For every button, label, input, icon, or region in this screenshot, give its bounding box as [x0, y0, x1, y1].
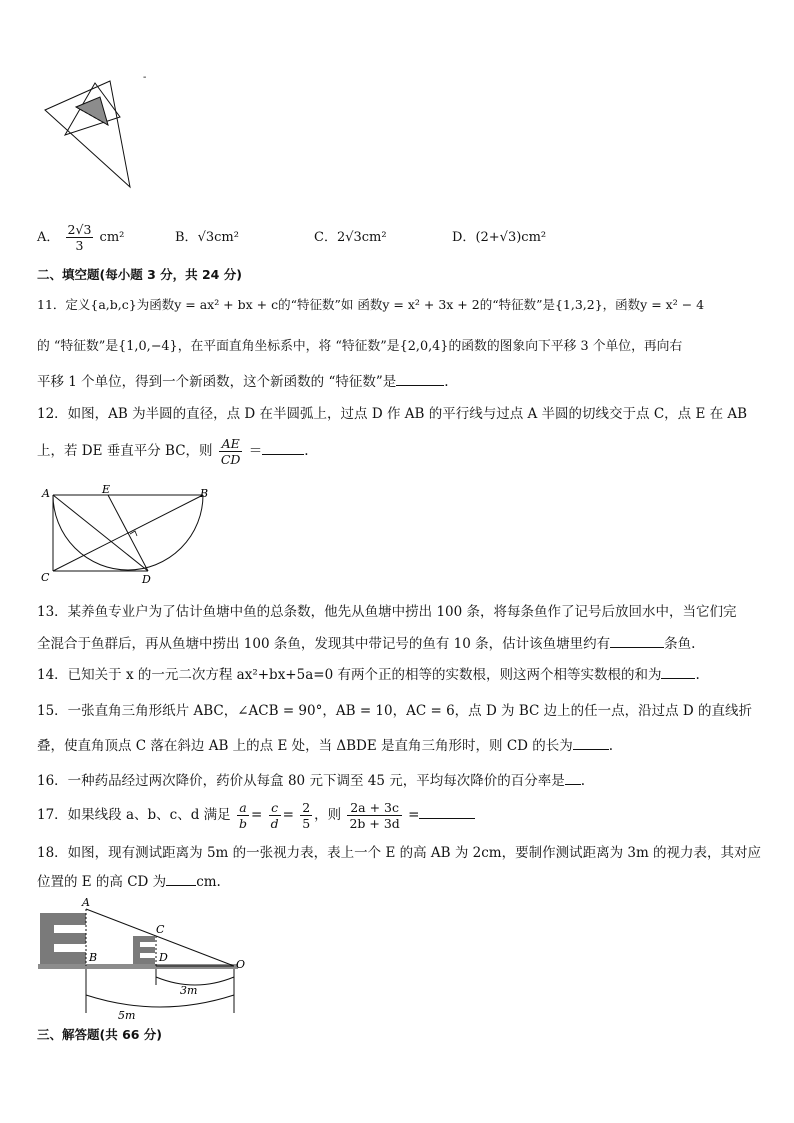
q17: 17．如果线段 a、b、c、d 满足 $\frac{a}{b}$ = $\frac{c}{d}$ = $\frac{2}{5}$ ，则 $\frac{2a + 3c}{2b + 3d}$ =	[37, 800, 475, 831]
q11-line3: 平移 1 个单位，得到一个新函数，这个新函数的 “特征数”是 .	[37, 374, 449, 390]
label-e: E	[102, 483, 111, 496]
eye-chart-figure	[38, 895, 258, 1025]
q15-line1: 15．一张直角三角形纸片 ABC，∠ACB = 90°，AB = 10，AC = 6，点 D 为 BC 边上的任一点，沿过点 D 的直线折	[37, 703, 753, 719]
fig18-label-d: D	[159, 951, 168, 964]
q13-line2: 全混合于鱼群后，再从鱼塘中捞出 100 条鱼，发现其中带记号的鱼有 10 条，估计该鱼塘里约有 条鱼.	[37, 636, 696, 652]
label-b: B	[200, 487, 209, 500]
q12-line2: 上，若 DE 垂直平分 BC，则 $\frac{AE}{CD}$ ＝ .	[37, 436, 309, 467]
option-b: B．√3cm²	[175, 230, 239, 245]
q12-line1: 12．如图，AB 为半圆的直径，点 D 在半圆弧上，过点 D 作 AB 的平行线与过点 A 半圆的切线交于点 C，点 E 在 AB	[37, 406, 748, 422]
fig18-label-b: B	[89, 951, 98, 964]
fig18-label-5m: 5m	[118, 1009, 136, 1022]
option-d: D．(2+√3)cm²	[452, 230, 547, 245]
fig18-label-c: C	[156, 923, 165, 936]
q16: 16．一种药品经过两次降价，药价从每盒 80 元下调至 45 元，平均每次降价的百分率是 .	[37, 773, 585, 789]
q15-line2: 叠，使直角顶点 C 落在斜边 AB 上的点 E 处，当 ΔBDE 是直角三角形时，则 CD 的长为 .	[37, 738, 614, 754]
small-e-icon	[133, 936, 155, 964]
option-a: A． $\frac{2√3}{3}$ cm²	[37, 222, 125, 253]
fig18-label-3m: 3m	[180, 984, 198, 997]
fig18-label-o: O	[236, 958, 246, 971]
q11-line2: 的 “特征数”是{1,0,−4}，在平面直角坐标系中，将 “特征数”是{2,0,4}的函数的图象向下平移 3 个单位，再向右	[37, 339, 683, 354]
label-c: C	[41, 571, 50, 584]
label-a: A	[42, 487, 50, 500]
q18-line2: 位置的 E 的高 CD 为 cm.	[37, 874, 221, 890]
top-mark: -	[143, 72, 147, 83]
option-c: C．2√3cm²	[314, 230, 387, 245]
section-3-header: 三、解答题(共 66 分)	[37, 1027, 163, 1042]
fig18-label-a: A	[82, 896, 90, 909]
q18-line1: 18．如图，现有测试距离为 5m 的一张视力表，表上一个 E 的高 AB 为 2cm，要制作测试距离为 3m 的视力表，其对应	[37, 845, 762, 861]
overlapping-triangles-figure	[40, 75, 140, 190]
q13-line1: 13．某养鱼专业户为了估计鱼塘中鱼的总条数，他先从鱼塘中捞出 100 条，将每条鱼作了记号后放回水中，当它们完	[37, 604, 737, 620]
q14: 14．已知关于 x 的一元二次方程 ax²+bx+5a=0 有两个正的相等的实数根，则这两个相等实数根的和为 .	[37, 667, 700, 683]
q11-line1: 11．定义{a,b,c}为函数y = ax² + bx + c的“特征数”如 函数y = x² + 3x + 2的“特征数”是{1,3,2}，函数y = x² − 4	[37, 297, 705, 312]
label-d: D	[142, 573, 151, 586]
section-2-header: 二、填空题(每小题 3 分，共 24 分)	[37, 267, 242, 282]
semicircle-figure	[38, 485, 218, 585]
big-e-icon	[40, 913, 86, 964]
